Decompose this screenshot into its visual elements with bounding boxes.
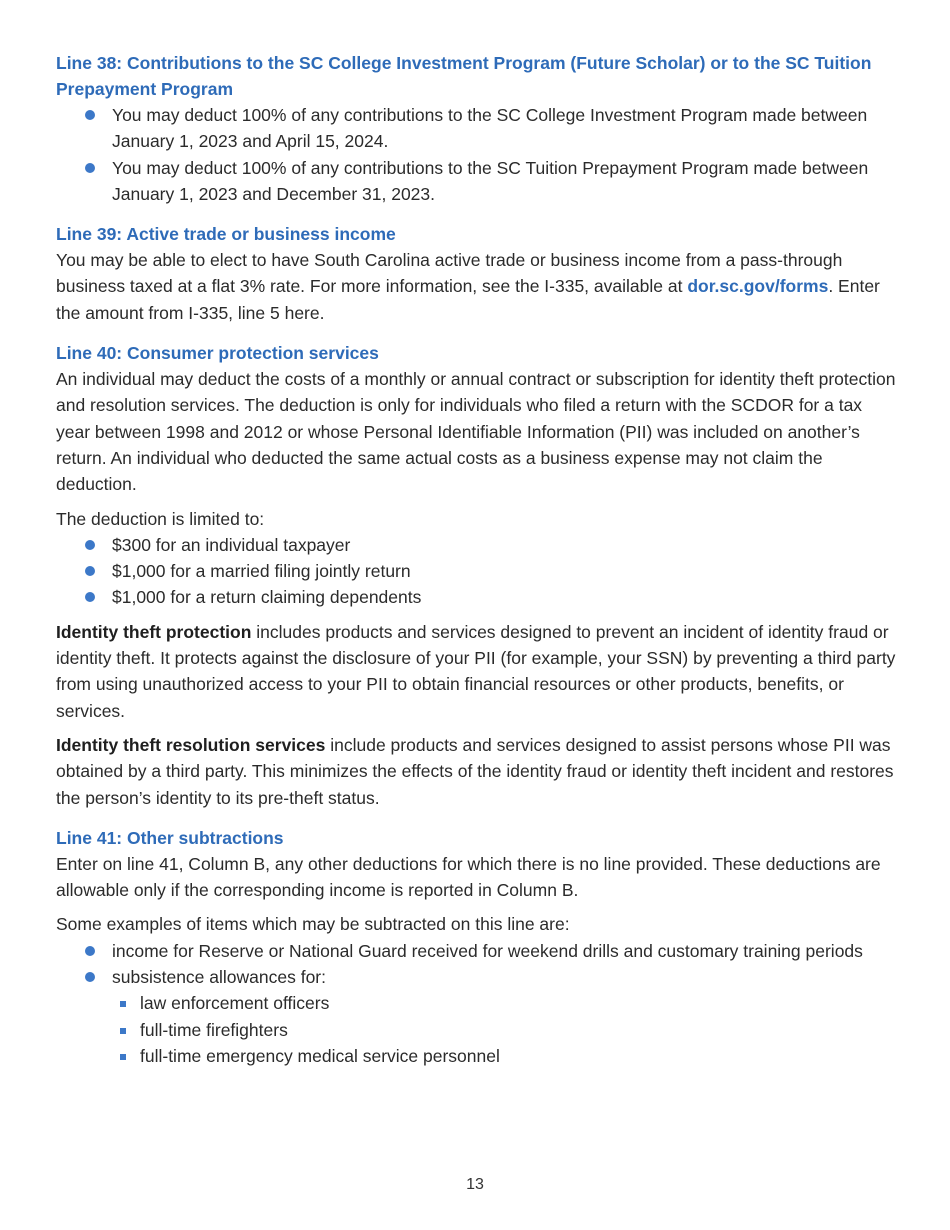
list-item: $300 for an individual taxpayer [112,532,898,558]
square-bullet-icon [120,1028,126,1034]
list-item: subsistence allowances for: law enforcement officers full-time firefighters full-time emergency medical service personnel [112,964,898,1069]
examples-list [56,938,898,1069]
bullet-icon [85,110,95,120]
identity-theft-protection-paragraph: Identity theft protection includes products and services designed to prevent an incident of identity fraud or identity theft. It protects against the disclosure of your PII (for example, your SSN) by preventing a third party from using unauthorized access to your PII to obtain financial resources or other products, benefits, or services. [56,621,896,721]
list-item: full-time firefighters [140,1017,898,1043]
list-item: law enforcement officers [140,990,898,1016]
square-bullet-icon [120,1054,126,1060]
line-40-heading: Line 40: Consumer protection services [56,343,379,364]
forms-link[interactable]: dor.sc.gov/forms [687,276,829,297]
line-41-paragraph: Enter on line 41, Column B, any other deductions for which there is no line provided. These deductions are allowable only if the corresponding income is reported in Column B. [56,853,881,901]
line-40-paragraph: An individual may deduct the costs of a monthly or annual contract or subscription for identity theft protection and resolution services. The deduction is only for individuals who filed a return with the SCDOR for a tax year between 1998 and 2012 or whose Personal Identifiable Information (PII) was included on another’s return. An individual who deducted the same actual costs as a business expense may not claim the deduction. [56,369,896,495]
page-number: 13 [466,1176,484,1193]
square-bullet-icon [120,1001,126,1007]
list-item: income for Reserve or National Guard received for weekend drills and customary training periods [112,938,898,964]
list-item: You may deduct 100% of any contributions to the SC College Investment Program made between January 1, 2023 and April 15, 2024. [112,102,898,155]
line-39-paragraph: You may be able to elect to have South Carolina active trade or business income from a pass-through business taxed at a flat 3% rate. For more information, see the I-335, available at dor.sc.gov/forms. Enter the amount from I-335, line 5 here. [56,250,880,323]
section-line-40 [56,340,898,811]
examples-intro: Some examples of items which may be subtracted on this line are: [56,914,570,935]
section-line-41 [56,825,898,1069]
deduction-limit-list [56,532,898,611]
bullet-icon [85,972,95,982]
list-item: You may deduct 100% of any contributions to the SC Tuition Prepayment Program made between January 1, 2023 and December 31, 2023. [112,155,898,208]
line-41-heading: Line 41: Other subtractions [56,827,284,848]
bullet-icon [85,540,95,550]
bullet-icon [85,592,95,602]
deduction-limit-intro: The deduction is limited to: [56,508,265,529]
line-38-list [56,102,898,207]
section-line-39 [56,221,898,326]
bullet-icon [85,566,95,576]
bullet-icon [85,163,95,173]
line-39-heading: Line 39: Active trade or business income [56,224,396,245]
line-38-heading: Line 38: Contributions to the SC College Investment Program (Future Scholar) or to the SC Tuition Prepayment Program [56,53,872,99]
list-item: $1,000 for a return claiming dependents [112,584,898,610]
page-content [56,50,898,1083]
section-line-38 [56,50,898,207]
bullet-icon [85,946,95,956]
subsistence-sublist [112,990,898,1069]
list-item: $1,000 for a married filing jointly return [112,558,898,584]
list-item: full-time emergency medical service personnel [140,1043,898,1069]
identity-theft-resolution-paragraph: Identity theft resolution services include products and services designed to assist persons whose PII was obtained by a third party. This minimizes the effects of the identity fraud or identity theft incident and restores the person’s identity to its pre-theft status. [56,734,894,808]
